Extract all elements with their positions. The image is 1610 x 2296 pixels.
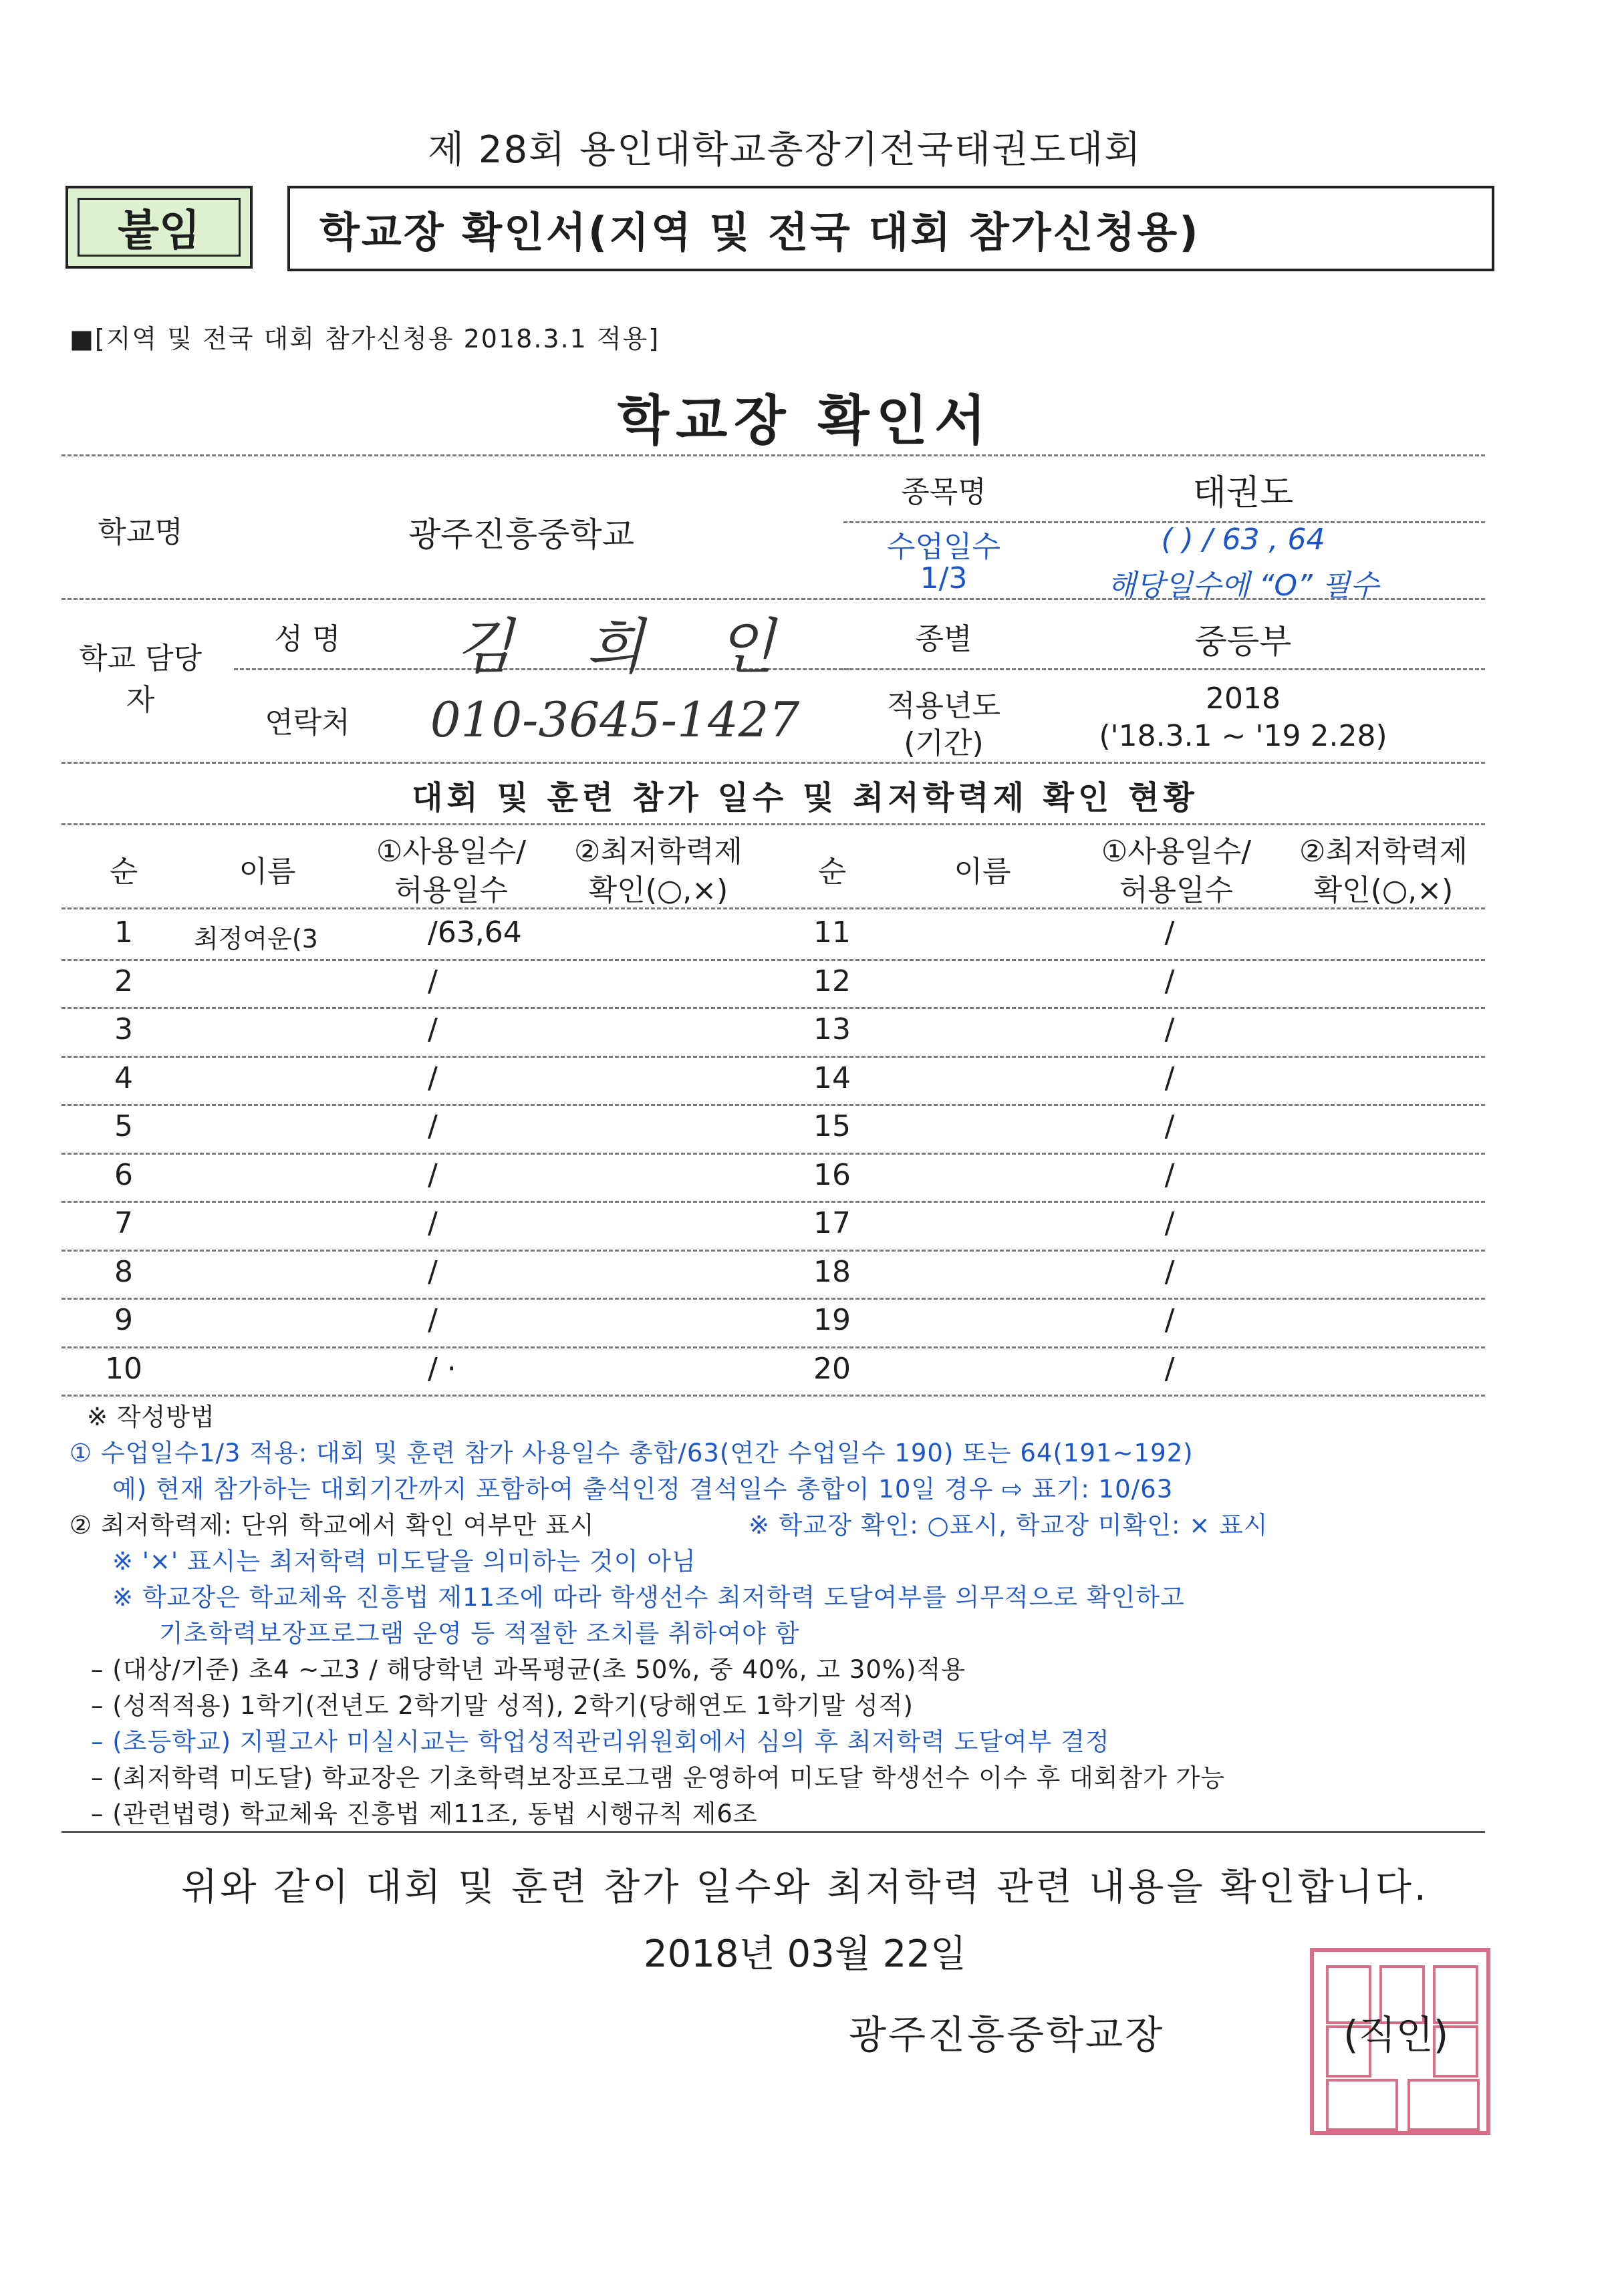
period-label: 적용년도 — [886, 689, 1000, 723]
principal-title: 광주진흥중학교장 — [849, 2012, 1165, 2057]
row-num-left: 4 — [114, 1060, 133, 1095]
row-days-right: / — [1164, 1060, 1175, 1095]
row-days-left: /63,64 — [428, 915, 522, 950]
application-note: ■[지역 및 전국 대회 참가신청용 2018.3.1 적용] — [70, 324, 660, 353]
instruction-line-11: – (관련법령) 학교체육 진흥법 제11조, 동법 시행규칙 제6조 — [91, 1800, 758, 1828]
instruction-line-9: – (초등학교) 지필고사 미실시교는 학업성적관리위원회에서 심의 후 최저학력 도달여부 결정 — [91, 1727, 1110, 1756]
row-days-left: / — [428, 1012, 438, 1046]
contact-label: 연락처 — [265, 706, 350, 740]
row-days-right: / — [1164, 1351, 1175, 1386]
event-value: 태권도 — [1192, 473, 1294, 513]
class-days-label: 수업일수 — [886, 530, 1000, 564]
table-header-bottom-line — [61, 907, 1485, 909]
instruction-line-6: 기초학력보장프로그램 운영 등 적절한 조치를 취하여야 함 — [159, 1619, 800, 1648]
period-year: 2018 — [1206, 682, 1281, 716]
row-days-left: / — [428, 1157, 438, 1192]
row-num-left: 10 — [105, 1351, 142, 1386]
info-bottom-line — [61, 762, 1485, 764]
row-num-right: 14 — [813, 1060, 851, 1095]
competition-title: 제 28회 용인대학교총장기전국태권도대회 — [428, 128, 1142, 172]
attachment-label: 붙임 — [78, 198, 241, 257]
row-days-left: / — [428, 1060, 438, 1095]
table-row-line — [61, 1104, 1485, 1106]
instruction-line-1: ① 수업일수1/3 적용: 대회 및 훈련 참가 사용일수 총합/63(연간 수업일수 190) 또는 64(191~192) — [70, 1439, 1194, 1467]
page-title: 학교장 확인서 — [617, 390, 993, 452]
header-check-left-2: 확인(○,×) — [588, 873, 728, 907]
table-row-line — [61, 1201, 1485, 1203]
table-header-top-line — [61, 823, 1485, 825]
class-days-fraction: 1/3 — [920, 561, 968, 595]
instructions-heading: ※ 작성방법 — [87, 1403, 215, 1431]
event-label: 종목명 — [901, 475, 986, 509]
row-days-right: / — [1164, 1109, 1175, 1143]
table-row-line — [61, 1298, 1485, 1300]
instruction-line-8: – (성적적용) 1학기(전년도 2학기말 성적), 2학기(당해연도 1학기말 성적) — [91, 1691, 914, 1720]
row-days-left: / — [428, 1303, 438, 1337]
row-num-right: 17 — [813, 1206, 851, 1240]
seal-mark: (직인) — [1343, 2012, 1449, 2057]
row-days-left: / — [428, 1254, 438, 1289]
table-row-line — [61, 1153, 1485, 1155]
info-top-line — [61, 454, 1485, 456]
row-name-left: 최정여운(3 — [194, 924, 318, 954]
row-days-right: / — [1164, 915, 1175, 950]
row-num-right: 15 — [813, 1109, 851, 1143]
row-num-right: 13 — [813, 1012, 851, 1046]
contact-handwritten: 010-3645-1427 — [430, 692, 800, 748]
instruction-line-7: – (대상/기준) 초4 ~고3 / 해당학년 과목평균(초 50%, 중 40%, 고 30%)적용 — [91, 1655, 966, 1684]
row-days-left: / — [428, 964, 438, 998]
row-num-left: 8 — [114, 1254, 133, 1289]
instruction-line-5: ※ 학교장은 학교체육 진흥법 제11조에 따라 학생선수 최저학력 도달여부를 의무적으로 확인하고 — [112, 1583, 1185, 1612]
header-num-right: 순 — [817, 855, 847, 889]
table-title: 대회 및 훈련 참가 일수 및 최저학력제 확인 현황 — [412, 779, 1198, 817]
row-num-left: 3 — [114, 1012, 133, 1046]
header-name-left: 이름 — [239, 855, 296, 889]
attachment-badge — [65, 186, 253, 269]
period-sub-label: (기간) — [904, 726, 984, 760]
school-name-value: 광주진흥중학교 — [408, 515, 635, 554]
instruction-line-3a: ② 최저학력제: 단위 학교에서 확인 여부만 표시 — [70, 1511, 595, 1540]
row-num-right: 20 — [813, 1351, 851, 1386]
row-days-left: / · — [428, 1351, 456, 1386]
row-days-right: / — [1164, 1303, 1175, 1337]
issue-date: 2018년 03월 22일 — [644, 1932, 966, 1976]
row-num-left: 6 — [114, 1157, 133, 1192]
manager-label: 학교 담당자 — [78, 641, 202, 717]
division-label: 종별 — [915, 622, 972, 656]
row-days-right: / — [1164, 964, 1175, 998]
row-num-right: 11 — [813, 915, 851, 950]
confirmation-statement: 위와 같이 대회 및 훈련 참가 일수와 최저학력 관련 내용을 확인합니다. — [181, 1866, 1429, 1909]
row-num-left: 5 — [114, 1109, 133, 1143]
table-row-line — [61, 1346, 1485, 1348]
table-row-line — [61, 1007, 1485, 1009]
row-days-right: / — [1164, 1157, 1175, 1192]
row-num-left: 7 — [114, 1206, 133, 1240]
table-row-line — [61, 1250, 1485, 1252]
row-num-left: 2 — [114, 964, 133, 998]
row-num-right: 12 — [813, 964, 851, 998]
table-row-line — [61, 1395, 1485, 1397]
name-label: 성 명 — [274, 622, 341, 656]
table-row-line — [61, 1056, 1485, 1058]
header-days-right-2: 허용일수 — [1119, 873, 1233, 907]
row-days-left: / — [428, 1109, 438, 1143]
row-num-right: 19 — [813, 1303, 851, 1337]
instructions-bottom-line — [61, 1831, 1485, 1833]
class-days-value: ( ) / 63 , 64 — [1161, 523, 1325, 557]
period-range: ('18.3.1 ~ '19 2.28) — [1099, 719, 1387, 753]
row-num-right: 16 — [813, 1157, 851, 1192]
instruction-line-2: 예) 현재 참가하는 대회기간까지 포함하여 출석인정 결석일수 총합이 10일 경우 ⇨ 표기: 10/63 — [112, 1475, 1174, 1503]
row-num-left: 9 — [114, 1303, 133, 1337]
row-num-left: 1 — [114, 915, 133, 950]
row-num-right: 18 — [813, 1254, 851, 1289]
row-days-left: / — [428, 1206, 438, 1240]
school-name-label: 학교명 — [98, 515, 183, 549]
instruction-line-3b: ※ 학교장 확인: ○표시, 학교장 미확인: × 표시 — [749, 1511, 1268, 1540]
table-row-line — [61, 959, 1485, 961]
document-title: 학교장 확인서(지역 및 전국 대회 참가신청용) — [287, 186, 1494, 271]
header-check-right-1: ②최저학력제 — [1299, 835, 1468, 869]
division-value: 중등부 — [1194, 622, 1292, 661]
instruction-line-10: – (최저학력 미도달) 학교장은 기초학력보장프로그램 운영하여 미도달 학생선수 이수 후 대회참가 가능 — [91, 1763, 1226, 1792]
class-days-note: 해당일수에 “O” 필수 — [1107, 569, 1379, 603]
instruction-line-4: ※ '×' 표시는 최저학력 미도달을 의미하는 것이 아님 — [112, 1547, 696, 1576]
header-name-right: 이름 — [954, 855, 1011, 889]
row-days-right: / — [1164, 1206, 1175, 1240]
row-days-right: / — [1164, 1254, 1175, 1289]
header-days-right-1: ①사용일수/ — [1101, 835, 1252, 869]
header-check-left-1: ②최저학력제 — [574, 835, 743, 869]
header-check-right-2: 확인(○,×) — [1313, 873, 1454, 907]
header-num-left: 순 — [109, 855, 138, 889]
header-days-left-2: 허용일수 — [394, 873, 508, 907]
row-days-right: / — [1164, 1012, 1175, 1046]
header-days-left-1: ①사용일수/ — [376, 835, 527, 869]
info-line-division — [843, 668, 1485, 670]
manager-name-handwritten: 김 희 인 — [454, 612, 802, 682]
